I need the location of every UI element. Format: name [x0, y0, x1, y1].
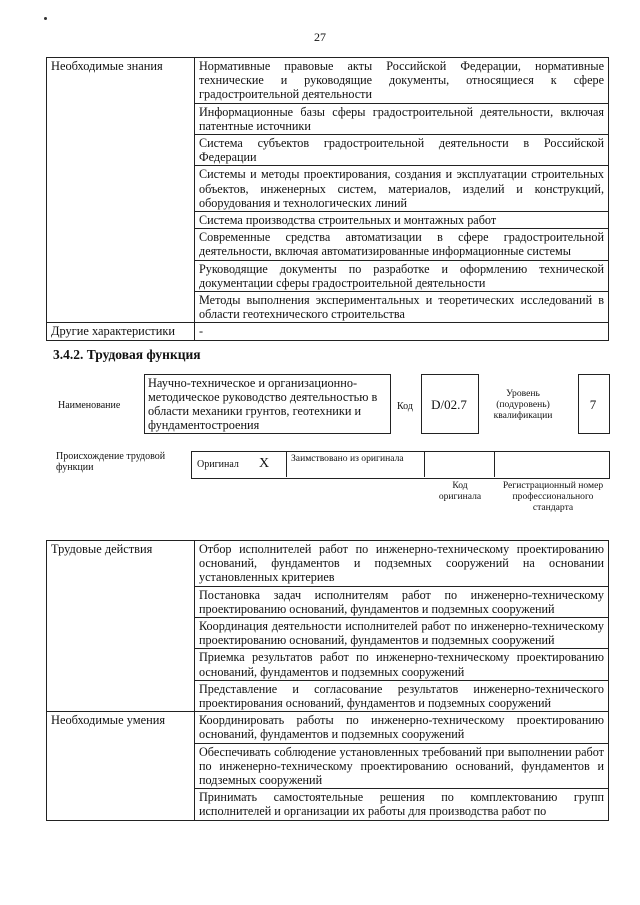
row-label: Необходимые знания — [47, 58, 195, 323]
code-label: Код — [397, 401, 413, 412]
table-cell: - — [195, 323, 609, 340]
section-heading: 3.4.2. Трудовая функция — [53, 347, 201, 362]
table-cell: Постановка задач исполнителям работ по инженерно-техническому проектированию оснований, фундаментов и подземных сооружений — [195, 586, 609, 617]
reg-caption: Регистрационный номер профессионального стандарта — [502, 480, 604, 513]
level-label: Уровень (подуровень) квалификации — [493, 388, 553, 421]
table-cell: Нормативные правовые акты Российской Федерации, нормативные технические и руководящие документы, относящиеся к сфере градостроительной деятельности — [195, 58, 609, 104]
knowledge-table — [46, 57, 609, 341]
table-cell: Современные средства автоматизации в сфере градостроительной деятельности, включая автоматизированные информационные системы — [195, 229, 609, 260]
function-name: Научно-техническое и организационно-методическое руководство деятельностью в области механики грунтов, геотехники и фундаментостроения — [148, 376, 378, 432]
row-label: Необходимые умения — [47, 712, 195, 820]
table-row — [47, 712, 609, 743]
origin-label: Происхождение трудовой функции — [56, 451, 166, 473]
page-number: 27 — [314, 30, 326, 44]
row-label: Другие характеристики — [47, 323, 195, 340]
level-value: 7 — [589, 397, 597, 412]
table-cell: Принимать самостоятельные решения по комплектованию групп исполнителей и организации их работы для производства работ по — [195, 789, 609, 820]
code-value: D/02.7 — [431, 397, 467, 412]
table-cell: Приемка результатов работ по инженерно-техническому проектированию оснований, фундаментов и подземных сооружений — [195, 649, 609, 680]
code-caption: Код оригинала — [438, 480, 482, 502]
actions-table — [46, 540, 609, 821]
table-cell: Системы и методы проектирования, создания и эксплуатации строительных объектов, инженерных систем, материалов, изделий и конструкций, оборудования и технологических линий — [195, 166, 609, 212]
table-cell: Отбор исполнителей работ по инженерно-техническому проектированию оснований, фундаментов и подземных сооружений на основании установленных критериев — [195, 541, 609, 587]
table-cell: Координировать работы по инженерно-техническому проектированию оснований, фундаментов и подземных сооружений — [195, 712, 609, 743]
borrowed-label: Заимствовано из оригинала — [291, 453, 404, 464]
divider — [494, 451, 495, 477]
table-cell: Информационные базы сферы градостроительной деятельности, включая патентные источники — [195, 103, 609, 134]
scan-dot — [44, 17, 47, 20]
table-cell: Система производства строительных и монтажных работ — [195, 212, 609, 229]
divider — [286, 451, 287, 477]
original-mark: X — [259, 456, 270, 471]
table-cell: Обеспечивать соблюдение установленных требований при выполнении работ по инженерно-техническому проектированию оснований, фундаментов и подземных сооружений — [195, 743, 609, 789]
table-cell: Представление и согласование результатов инженерно-технического проектирования оснований, фундаментов и подземных сооружений — [195, 680, 609, 711]
row-label: Трудовые действия — [47, 541, 195, 712]
table-cell: Система субъектов градостроительной деятельности в Российской Федерации — [195, 135, 609, 166]
table-row — [47, 323, 609, 340]
table-row — [47, 58, 609, 104]
table-cell: Руководящие документы по разработке и оформлению технической документации сферы градостроительной деятельности — [195, 260, 609, 291]
divider — [424, 451, 425, 477]
table-row — [47, 541, 609, 587]
original-label: Оригинал — [197, 459, 239, 470]
table-cell: Координация деятельности исполнителей работ по инженерно-техническому проектированию оснований, фундаментов и подземных сооружений — [195, 618, 609, 649]
name-label: Наименование — [58, 400, 121, 411]
table-cell: Методы выполнения экспериментальных и теоретических исследований в области геотехнического строительства — [195, 292, 609, 323]
